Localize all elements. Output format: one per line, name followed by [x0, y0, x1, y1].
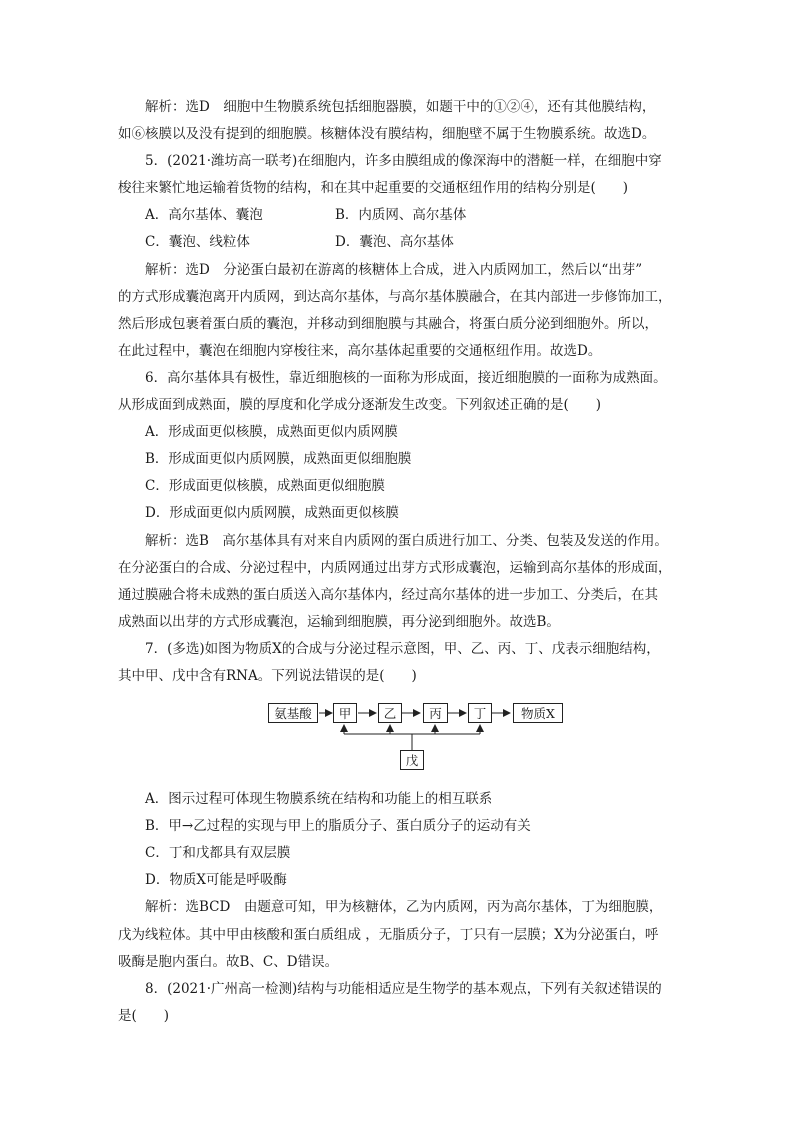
question-5-options-row-2: [118, 229, 678, 256]
analysis-7-line-3: 吸酶是胞内蛋白。故B、C、D错误。: [118, 953, 339, 970]
box-jia: 甲: [333, 703, 357, 723]
option-7a: A．图示过程可体现生物膜系统在结构和功能上的相互联系: [145, 791, 493, 808]
question-6-line-2: 从形成面到成熟面，膜的厚度和化学成分逐渐发生改变。下列叙述正确的是( ): [118, 397, 602, 414]
analysis-5-line-4: 在此过程中，囊泡在细胞内穿梭往来，高尔基体起重要的交通枢纽作用。故选D。: [118, 342, 602, 359]
analysis-6-line-3: 通过膜融合将未成熟的蛋白质送入高尔基体内，经过高尔基体的进一步加工、分类后，在其: [118, 586, 658, 603]
option-7c: C．丁和戊都具有双层膜: [145, 845, 291, 862]
box-amino-acid: 氨基酸: [268, 703, 318, 723]
analysis-6-line-2: 在分泌蛋白的合成、分泌过程中，内质网通过出芽方式形成囊泡，运输到高尔基体的形成面，: [118, 559, 672, 576]
analysis-5-line-1: 解析：选D 分泌蛋白最初在游离的核糖体上合成，进入内质网加工，然后以“出芽”: [145, 261, 643, 278]
question-5-options-row-1: [118, 202, 678, 229]
document-content: [118, 94, 678, 1030]
question-5-line-2: 梭往来繁忙地运输着货物的结构，和在其中起重要的交通枢纽作用的结构分别是( ): [118, 180, 629, 197]
analysis-6-line-4: 成熟面以出芽的方式形成囊泡，运输到细胞膜，再分泌到细胞外。故选B。: [118, 613, 560, 630]
option-5a: A．高尔基体、囊泡: [145, 207, 263, 224]
box-ding: 丁: [468, 703, 492, 723]
analysis-7-line-1: 解析：选BCD 由题意可知，甲为核糖体，乙为内质网，丙为高尔基体，丁为细胞膜，: [145, 899, 663, 916]
option-6d: D．形成面更似内质网膜，成熟面更似核膜: [145, 505, 399, 522]
question-7-line-1: 7．(多选)如图为物质X的合成与分泌过程示意图，甲、乙、丙、丁、戊表示细胞结构，: [145, 640, 660, 657]
analysis-5-line-3: 然后形成包裹着蛋白质的囊泡，并移动到细胞膜与其融合，将蛋白质分泌到细胞外。所以，: [118, 315, 658, 332]
analysis-7-line-2: 戊为线粒体。其中甲由核酸和蛋白质组成 ，无脂质分子，丁只有一层膜；X为分泌蛋白，呼: [118, 926, 659, 943]
option-6a: A．形成面更似核膜，成熟面更似内质网膜: [145, 424, 398, 441]
analysis-4-line-1: 解析：选D 细胞中生物膜系统包括细胞器膜，如题干中的①②④，还有其他膜结构，: [145, 99, 656, 115]
synthesis-flow-diagram: [118, 694, 678, 778]
box-bing: 丙: [423, 703, 448, 723]
box-yi: 乙: [378, 703, 402, 723]
option-6b: B．形成面更似内质网膜，成熟面更似细胞膜: [145, 451, 412, 468]
option-7d: D．物质X可能是呼吸酶: [145, 872, 287, 889]
analysis-5-line-2: 的方式形成囊泡离开内质网，到达高尔基体，与高尔基体膜融合，在其内部进一步修饰加工，: [118, 288, 672, 305]
option-7b: B．甲→乙过程的实现与甲上的脂质分子、蛋白质分子的运动有关: [145, 818, 531, 835]
question-8-line-2: 是( ): [118, 1007, 170, 1024]
box-substance-x: 物质X: [513, 703, 563, 723]
option-5b: B．内质网、高尔基体: [335, 207, 467, 224]
question-8-line-1: 8．(2021·广州高一检测)结构与功能相适应是生物学的基本观点，下列有关叙述错误的: [145, 980, 662, 997]
question-7-line-2: 其中甲、戊中含有RNA。下列说法错误的是( ): [118, 667, 417, 684]
box-wu: 戊: [400, 750, 424, 770]
option-5d: D．囊泡、高尔基体: [335, 234, 454, 251]
analysis-4-line-2: 如⑥核膜以及没有提到的细胞膜。核糖体没有膜结构，细胞壁不属于生物膜系统。故选D。: [118, 126, 656, 143]
analysis-6-line-1: 解析：选B 高尔基体具有对来自内质网的蛋白质进行加工、分类、包装及发送的作用。: [145, 532, 668, 549]
option-6c: C．形成面更似核膜，成熟面更似细胞膜: [145, 478, 385, 495]
question-5-line-1: 5．(2021·潍坊高一联考)在细胞内，许多由膜组成的像深海中的潜艇一样，在细胞中穿: [145, 153, 662, 170]
option-5c: C．囊泡、线粒体: [145, 234, 250, 251]
question-6-line-1: 6．高尔基体具有极性，靠近细胞核的一面称为形成面，接近细胞膜的一面称为成熟面。: [145, 369, 667, 386]
